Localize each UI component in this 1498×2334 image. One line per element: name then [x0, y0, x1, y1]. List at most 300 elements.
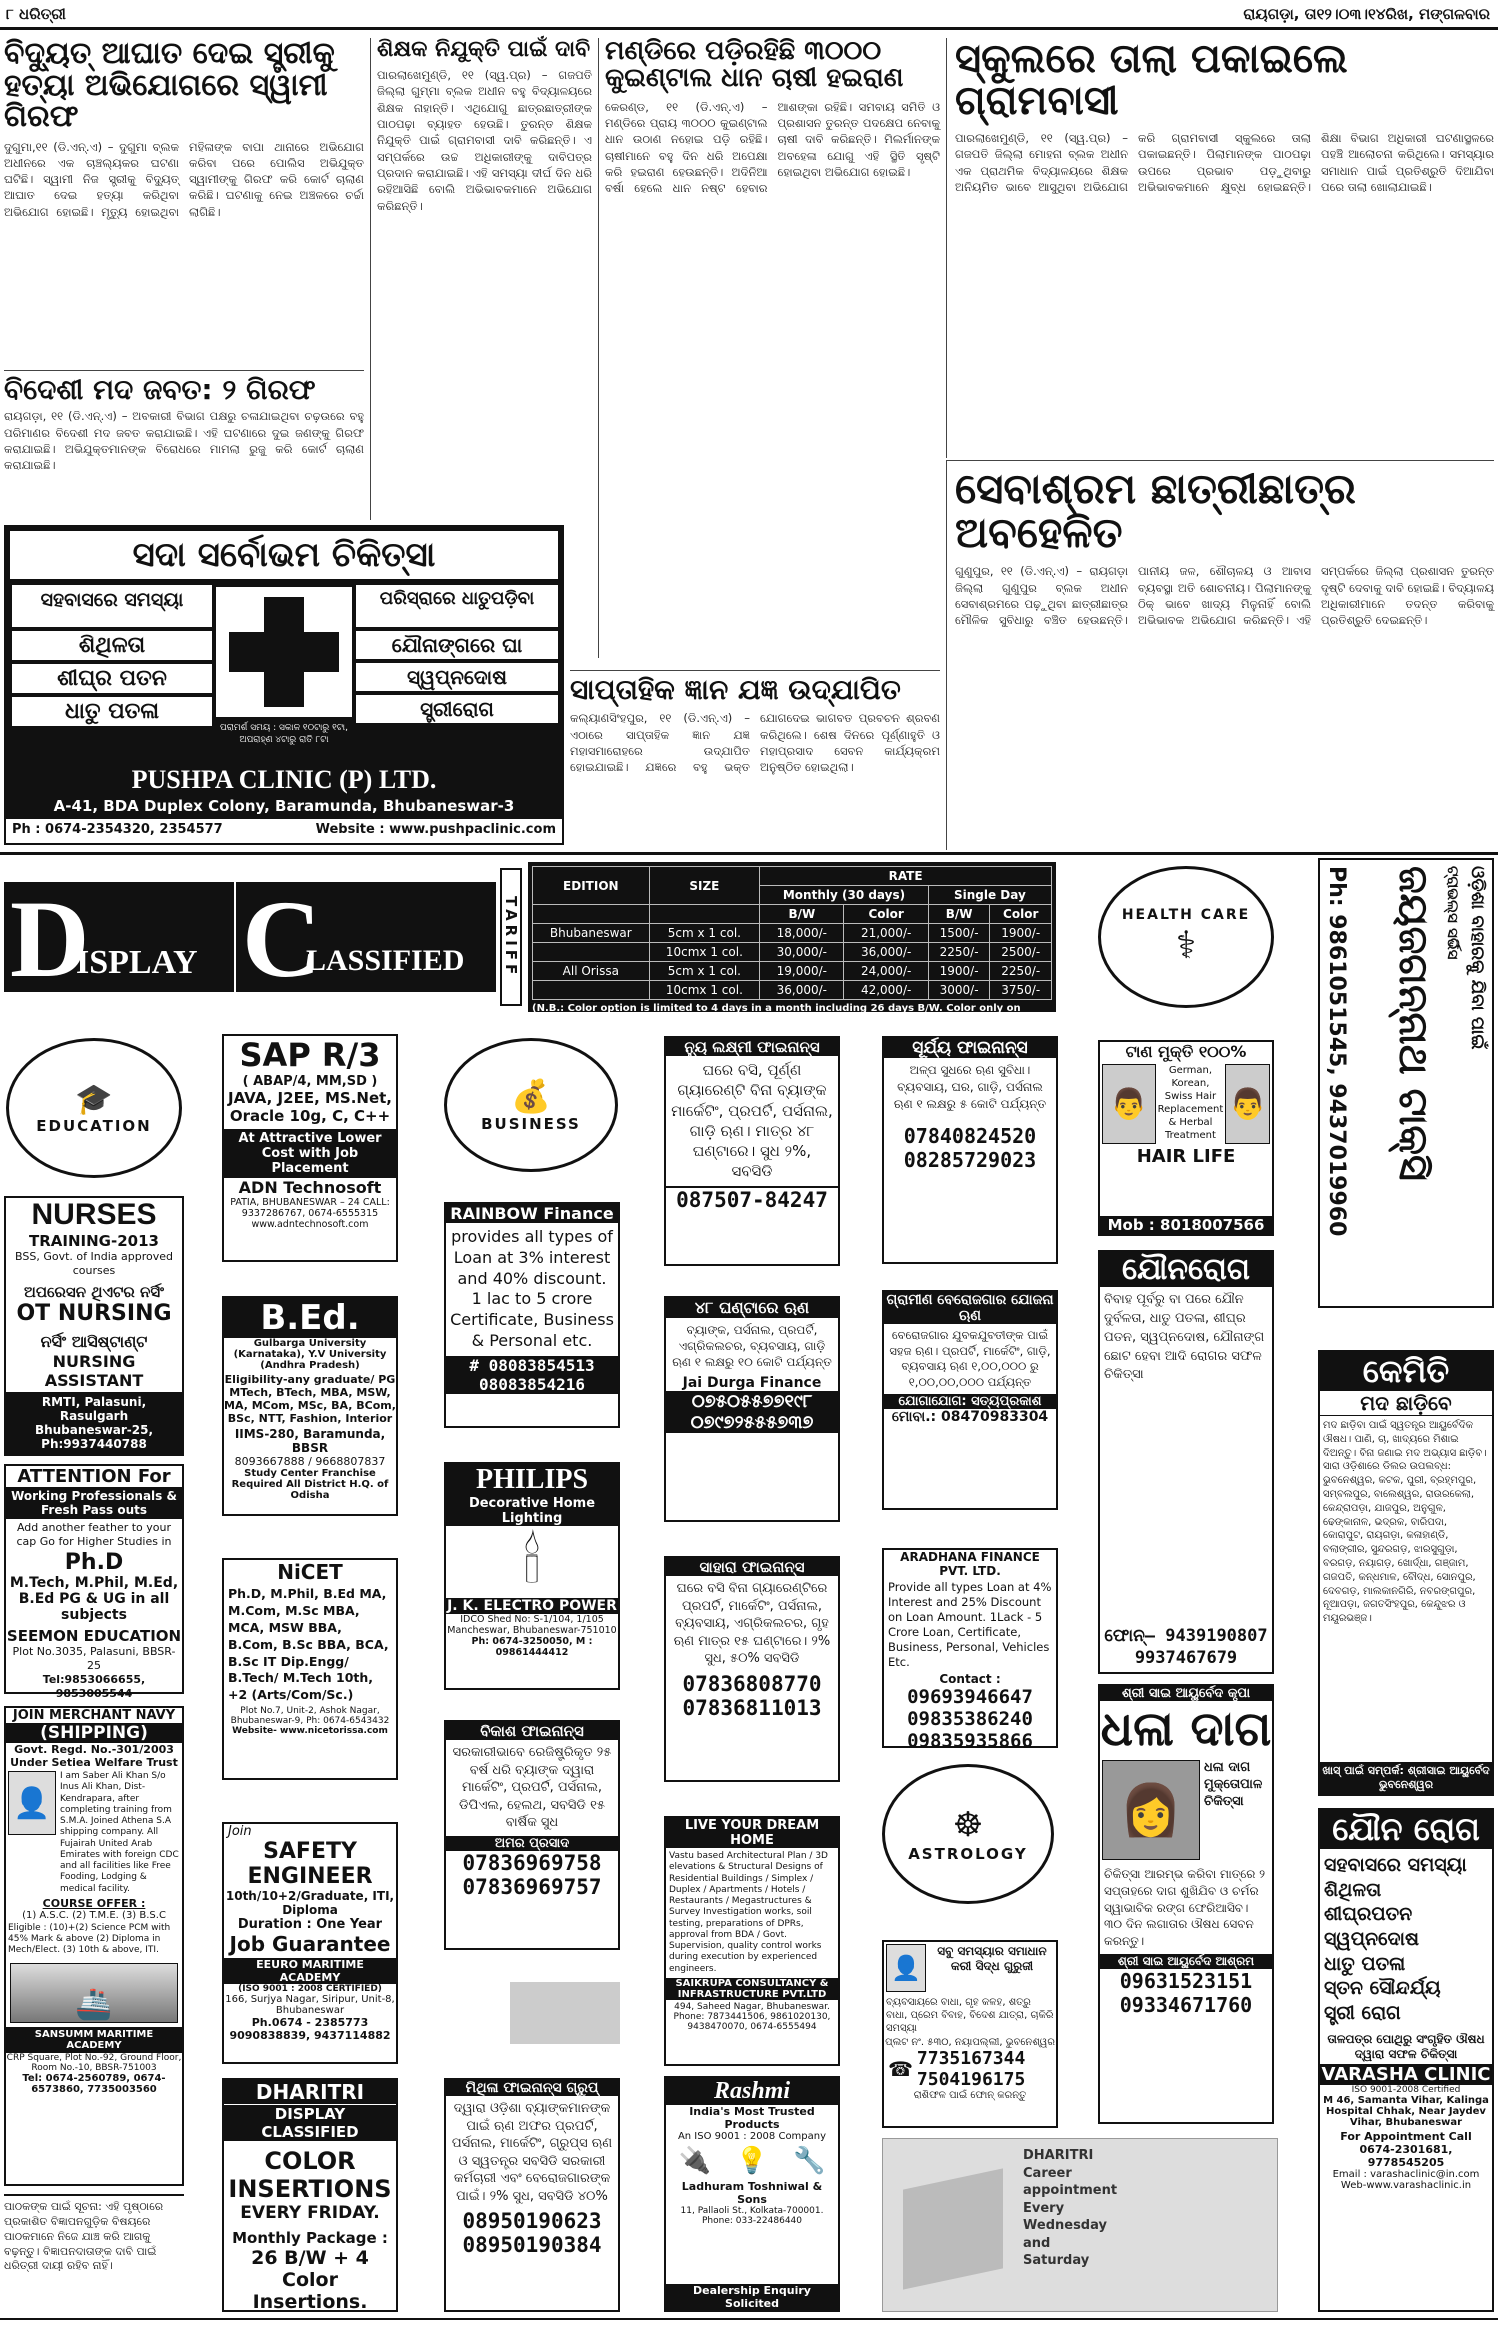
- ad-t3: appointment: [1023, 2183, 1118, 2199]
- ad-body: ଚିକିତ୍ସା ଆରମ୍ଭ କରିବା ମାତ୍ରେ ୨ ସପ୍ତାହରେ ଦାଗ ଶୁଖିଯିବ ଓ ଚର୍ମର ସ୍ୱାଭାବିକ ରଙ୍ଗ ଫେରିଆସିବ। ୩୦ ଦିନ ଲଗାତାର ଔଷଧ ସେବନ କରନ୍ତୁ।: [1104, 1867, 1266, 1949]
- person-photo-icon: 👤: [8, 1771, 56, 1835]
- tariff-grid: [532, 866, 1052, 1000]
- table-subheader: Single Day: [928, 886, 1051, 905]
- tariff-table: [528, 862, 1056, 1025]
- article-body: ପାରଲାଖେମୁଣ୍ଡି, ୧୧ (ସ୍ୱ.ପ୍ର) – ଗଜପତି ଜିଲ୍ଲା ଗୁମ୍ମା ବ୍ଲକ ଅଧୀନ ବହୁ ବିଦ୍ୟାଳୟରେ ଶିକ୍ଷକ ନାହାନ୍ତି। ଏଥିଯୋଗୁ ଛାତ୍ରଛାତ୍ରୀଙ୍କ ପାଠପଢ଼ା ବ୍ୟାହତ ହେଉଛି। ତୁରନ୍ତ ଶିକ୍ଷକ ନିଯୁକ୍ତି ପାଇଁ ଗ୍ରାମବାସୀ ଦାବି କରିଛନ୍ତି। ଏ ସମ୍ପର୍କରେ ଉଚ୍ଚ ଅଧିକାରୀଙ୍କୁ ଦାବିପତ୍ର ପ୍ରଦାନ କରାଯାଇଛି। ଏହି ସମସ୍ୟା ଦୀର୍ଘ ଦିନ ଧରି ରହିଆସିଛି ବୋଲି ଅଭିଭାବକମାନେ ଅଭିଯୋଗ କରିଛନ୍ତି।: [377, 68, 592, 213]
- article-gyan-yagna: [570, 670, 940, 850]
- ad-foot: ଖାସ୍ ପାଇଁ ସମ୍ପର୍କ: ଶ୍ରୀସାଇ ଆୟୁର୍ବେଦ ଭୁବନେଶ୍ୱର: [1320, 1762, 1492, 1794]
- ad-title: ARADHANA FINANCE PVT. LTD.: [900, 1550, 1040, 1578]
- ad-big: ଧଳା ଦାଗ: [1100, 1701, 1272, 1757]
- table-cell: 2500/-: [990, 943, 1052, 962]
- page-footer: [0, 2318, 1498, 2334]
- bikash-finance-ad: [444, 1720, 620, 1950]
- seemon-education-ad: [4, 1464, 184, 1701]
- ad-title: ଶ୍ରୀ ସାଇ ଆୟୁର୍ବେଦ କୃପା: [1100, 1686, 1272, 1701]
- ad-addr: CRP Square, Plot No.-92, Ground Floor, Room No.-10, BBSR-751003: [6, 2052, 182, 2073]
- wire-fitting-icon: 🔧: [793, 2146, 826, 2176]
- list-item: ଶୀଘ୍ରପତନ: [1324, 1903, 1413, 1926]
- table-col: Color: [990, 905, 1052, 924]
- list-item: ସ୍ୱପ୍ନଦୋଷ: [356, 663, 558, 691]
- table-cell: 19,000/-: [760, 962, 844, 981]
- ad-name: J. K. ELECTRO POWER: [447, 1598, 617, 1614]
- ad-phone: 07836969757: [462, 1874, 602, 1899]
- ad-name: Ladhuram Toshniwal & Sons: [681, 2180, 823, 2206]
- table-cell: 1900/-: [990, 924, 1052, 943]
- ad-lines: Gulbarga University (Karnataka), Y.V University (Andhra Pradesh): [233, 1338, 387, 1371]
- ad-name: ଅମର ପ୍ରସାଦ: [446, 1836, 618, 1851]
- surya-finance-ad: [882, 1036, 1058, 1264]
- clinic-address: A-41, BDA Duplex Colony, Baramunda, Bhubaneswar-3: [53, 797, 515, 815]
- table-cell: [533, 943, 650, 962]
- table-subheader: Monthly (30 days): [760, 886, 929, 905]
- ad-course: COURSE OFFER :: [42, 1896, 146, 1910]
- ad-phone: 07840824520: [903, 1124, 1037, 1149]
- list-item: ସ୍ତ୍ରୀ ରୋଗ: [1324, 2002, 1401, 2025]
- dharitri-classified-ad: [222, 2078, 398, 2312]
- table-cell: 3750/-: [990, 981, 1052, 1000]
- ad-elig: 10th/10+2/Graduate, ITI, Diploma: [225, 1889, 395, 1917]
- ad-brand: PHILIPS: [446, 1464, 618, 1496]
- saikrupa-consultancy-ad: [664, 1816, 840, 2066]
- ad-lines: JAVA, J2EE, MS.Net, Oracle 10g, C, C++: [227, 1089, 393, 1125]
- list-item: ଧାତୁ ପତଳା: [12, 697, 212, 726]
- ad-eligibility: Eligible : (10)+(2) Science PCM with 45% Mark & above (2) Diploma in Mech/Elect. (3) 10th & above, ITI.: [8, 1922, 171, 1956]
- ad-phd: Ph.D: [64, 1549, 124, 1575]
- right-list: [356, 585, 558, 723]
- ad-title: RAINBOW Finance: [446, 1204, 618, 1223]
- ad-name: EEURO MARITIME ACADEMY: [224, 1958, 396, 1984]
- ad-body: ଘରେ ବସି ବିନା ଗ୍ୟାରେଣ୍ଟିରେ ପ୍ରପର୍ଟି, ମାର୍କେଟିଂ, ପର୍ସନାଲ, ବ୍ୟବସାୟ, ଏଗ୍ରିକଲଚର, ଗୃହ ଋଣ ମାତ୍ର ୧୫ ଘଣ୍ଟାରେ। ୨% ସୁଧ, ୫୦% ସବସିଡି: [673, 1581, 831, 1667]
- article-title: ମଣ୍ଡିରେ ପଡ଼ିରହିଛି ୩୦୦୦ କୁଇଣ୍ଟାଲ ଧାନ ଚାଷୀ ହଇରାଣ: [605, 36, 904, 94]
- ad-phone: 08083854216: [446, 1375, 618, 1394]
- table-cell: 24,000/-: [844, 962, 928, 981]
- ad-t4: EVERY FRIDAY.: [240, 2203, 380, 2223]
- siddha-guruji-ad: [882, 1940, 1058, 2128]
- dateline: ରାୟଗଡ଼ା, ତା୧୨।୦୩।୧୪ରିଖ, ମଙ୍ଗଳବାର: [1243, 5, 1490, 23]
- page-header: [0, 0, 1498, 30]
- ad-phone: 08950190623: [462, 2209, 602, 2234]
- list-item: ପରିସ୍ରାରେ ଧାତୁପଡ଼ିବା: [356, 585, 558, 627]
- list-item: ଯୌନାଙ୍ଗରେ ଘା: [356, 631, 558, 659]
- ad-title: NURSES: [31, 1198, 157, 1231]
- ad-name: SEEMON EDUCATION: [6, 1626, 182, 1645]
- ad-title: ମିଥିଳା ଫାଇନାନ୍ସ ଗ୍ରୁପ୍: [446, 2080, 618, 2096]
- ad-courses: MTech, BTech, MBA, MSW, MA, MCom, MSc, BA, BCom, BSc, NTT, Fashion, Interior: [224, 1386, 396, 1425]
- ad-t2: Career: [1023, 2165, 1072, 2181]
- ad-phone: 9937467679: [1134, 1648, 1238, 1668]
- article-title: ବିଦେଶୀ ମଦ ଜବତ: ୨ ଗିରଫ: [4, 373, 316, 406]
- clinic-website: Website : www.pushpaclinic.com: [315, 822, 556, 837]
- ad-t5: Wednesday: [1023, 2218, 1107, 2234]
- table-cell: 21,000/-: [844, 924, 928, 943]
- tariff-note: (N.B.: Color option is limited to 4 days in a month including 26 days B/W. Color only on Friday): [532, 1003, 1021, 1025]
- electric-board-icon: 🔌: [678, 2146, 711, 2176]
- ad-iso: ISO 9001-2008 Certified: [1351, 2084, 1461, 2095]
- before-photo-icon: 👨: [1102, 1064, 1156, 1144]
- table-row: [533, 943, 1052, 962]
- ad-title: ନ୍ୟୁ ଲକ୍ଷ୍ମୀ ଫାଇନାନ୍ସ: [666, 1038, 838, 1056]
- ad-contact: Contact :: [939, 1671, 1001, 1686]
- list-item: ସ୍ୱପ୍ନଦୋଷ: [1324, 1928, 1419, 1951]
- taxi-ad: [1318, 858, 1494, 1308]
- guruji-photo-icon: 👤: [886, 1944, 926, 1992]
- ad-sub: (SHIPPING): [6, 1723, 182, 1743]
- table-cell: 5cm x 1 col.: [649, 924, 760, 943]
- ad-items: ବ୍ୟବସାୟରେ ବାଧା, ଗୃହ କଳହ, ଶତ୍ରୁ ବାଧା, ପ୍ରେମ ବିବାହ, ବିଦେଶ ଯାତ୍ରା, ଚାକିରି ସମସ୍ୟା: [886, 1997, 1054, 2034]
- ad-phone: ମୋବା.: 08470983304: [891, 1409, 1049, 1426]
- education-logo: [6, 1038, 186, 1188]
- varasha-clinic-ad: [1318, 1808, 1494, 2312]
- ad-body: ଅଳ୍ପ ସୁଧରେ ଋଣ ସୁବିଧା। ବ୍ୟବସାୟ, ଘର, ଗାଡ଼ି, ପର୍ସନାଲ ଋଣ ୧ ଲକ୍ଷରୁ ୫ କୋଟି ପର୍ଯ୍ୟନ୍ତ: [893, 1063, 1047, 1111]
- ad-phone: 7735167344: [916, 2048, 1026, 2069]
- ad-phone: 08950190384: [462, 2233, 602, 2258]
- ad-name: SANSUMM MARITIME ACADEMY: [6, 2027, 182, 2053]
- ad-title: ଟାଣ ମୁକ୍ତି ୧୦୦%: [1125, 1042, 1247, 1061]
- table-cell: 36,000/-: [760, 981, 844, 1000]
- symptom-list: [1320, 1849, 1492, 2030]
- clinic-phone: Ph : 0674-2354320, 2354577: [12, 822, 223, 837]
- table-cell: 42,000/-: [844, 981, 928, 1000]
- ad-title: ୪୮ ଘଣ୍ଟାରେ ଋଣ: [666, 1298, 838, 1318]
- rainbow-finance-ad: [444, 1202, 620, 1428]
- white-spot-ad: [1098, 1684, 1274, 2124]
- taxi-phone: Ph: 9861051545, 9437019960: [1324, 866, 1349, 1237]
- article-body: କଲ୍ୟାଣସିଂହପୁର, ୧୧ (ଡି.ଏନ୍.ଏ) – ଏଠାରେ ସାପ୍ତାହିକ ଜ୍ଞାନ ଯଜ୍ଞ ମହାସମାରୋହରେ ଉଦ୍ଯାପିତ ହୋଇଯାଇଛି। ଯଜ୍ଞରେ ବହୁ ଭକ୍ତ ଯୋଗଦେଇ ଭାଗବତ ପ୍ରବଚନ ଶ୍ରବଣ କରିଥିଲେ। ଶେଷ ଦିନରେ ପୂର୍ଣ୍ଣାହୁତି ଓ ମହାପ୍ରସାଦ ସେବନ କାର୍ଯ୍ୟକ୍ରମ ଅନୁଷ୍ଠିତ ହୋଇଥିଲା।: [570, 711, 940, 775]
- ad-phone: ୦୭୯୭୨୫୫୫୭୩୭: [666, 1412, 838, 1433]
- ad-duration: Duration : One Year: [237, 1917, 383, 1932]
- ad-name: ଯୋଗାଯୋଗ: ସତ୍ୟପ୍ରକାଶ: [884, 1394, 1056, 1409]
- aradhana-finance-ad: [882, 1548, 1058, 1752]
- ad-foot: PATIA, BHUBANESWAR – 24 CALL: 9337286767, 0674-6555315 www.adntechnosoft.com: [230, 1197, 390, 1230]
- health-care-logo: [1098, 866, 1282, 1016]
- article-body: ଗୁଣୁପୁର, ୧୧ (ଡି.ଏନ୍.ଏ) – ରାୟଗଡ଼ା ଜିଲ୍ଲା ଗୁଣୁପୁର ବ୍ଲକ ଅଧୀନ ସେବାଶ୍ରମରେ ପଢ଼ୁଥିବା ଛାତ୍ରୀଛାତ୍ର ମୌଳିକ ସୁବିଧାରୁ ବଞ୍ଚିତ ହେଉଛନ୍ତି। ପାନୀୟ ଜଳ, ଶୌଚାଳୟ ଓ ଆବାସ ବ୍ୟବସ୍ଥା ଅତି ଶୋଚନୀୟ। ପିଲାମାନଙ୍କୁ ଠିକ୍ ଭାବେ ଖାଦ୍ୟ ମିଳୁନାହିଁ ବୋଲି ଅଭିଭାବକ ଅଭିଯୋଗ କରିଛନ୍ତି। ଏହି ସମ୍ପର୍କରେ ଜିଲ୍ଲା ପ୍ରଶାସନ ତୁରନ୍ତ ଦୃଷ୍ଟି ଦେବାକୁ ଦାବି ହୋଇଛି। ବିଦ୍ୟାଳୟ ଅଧିକାରୀମାନେ ତଦନ୍ତ କରିବାକୁ ପ୍ରତିଶ୍ରୁତି ଦେଇଛନ୍ତି।: [955, 564, 1494, 628]
- ad-title: SAFETY ENGINEER: [247, 1839, 373, 1889]
- list-item: ଶିଥିଳତା: [12, 631, 212, 660]
- medical-cross-icon: [216, 587, 352, 717]
- article-body: ପାରଲାଖେମୁଣ୍ଡି, ୧୧ (ସ୍ୱ.ପ୍ର) – ଗଜପତି ଜିଲ୍ଲା ମୋହନା ବ୍ଲକ ଅଧୀନ ଏକ ପ୍ରାଥମିକ ବିଦ୍ୟାଳୟରେ ଶିକ୍ଷକ ଅନିୟମିତ ଭାବେ ଆସୁଥିବା ଅଭିଯୋଗ କରି ଗ୍ରାମବାସୀ ସ୍କୁଲରେ ତାଲା ପକାଇଛନ୍ତି। ପିଲାମାନଙ୍କ ପାଠପଢ଼ା ଉପରେ ପ୍ରଭାବ ପଡ଼ୁଥିବାରୁ ଅଭିଭାବକମାନେ କ୍ଷୁବ୍ଧ ହୋଇଛନ୍ତି। ଶିକ୍ଷା ବିଭାଗ ଅଧିକାରୀ ଘଟଣାସ୍ଥଳରେ ପହଞ୍ଚି ଆଲୋଚନା କରିଥିଲେ। ସମସ୍ୟାର ସମାଧାନ ପାଇଁ ପ୍ରତିଶ୍ରୁତି ଦିଆଯିବା ପରେ ତାଲା ଖୋଲାଯାଇଛି।: [955, 131, 1494, 194]
- article-sevashram: [946, 460, 1494, 850]
- table-col: B/W: [928, 905, 990, 924]
- ad-addr: 166, Surjya Nagar, Siripur, Unit-8, Bhubaneswar: [225, 1994, 395, 2016]
- ad-phone: 0674-2301681, 9778545205: [1359, 2142, 1453, 2169]
- list-item: ଶିଥିଳତା: [1324, 1878, 1382, 1901]
- ad-title: ଯୌନରୋଗ: [1100, 1252, 1272, 1287]
- mithila-finance-ad: [444, 2078, 620, 2312]
- ad-phone: 09631523151: [1119, 1968, 1253, 1993]
- section-divider: [0, 852, 1498, 855]
- table-cell: 1500/-: [928, 924, 990, 943]
- ad-web: Web-www.varashaclinic.in: [1340, 2179, 1472, 2191]
- yaunarog-ad: [1098, 1250, 1274, 1674]
- nurses-training-ad: [4, 1196, 184, 1456]
- career-appointment-ad: [882, 2138, 1278, 2312]
- ad-t1: DHARITRI: [224, 2080, 396, 2104]
- ad-body: ମଦ ଛାଡ଼ିବା ପାଇଁ ସ୍ୱତନ୍ତ୍ର ଆୟୁର୍ବେଦିକ ଔଷଧ। ପାଣି, ଚା, ଖାଦ୍ୟରେ ମିଶାଇ ଦିଅନ୍ତୁ। ବିନା ଜଣାଇ ମଦ ଅଭ୍ୟାସ ଛାଡ଼ିବ। ସାରା ଓଡ଼ିଶାରେ ଡିଲର ଉପଲବ୍ଧ: ଭୁବନେଶ୍ୱର, କଟକ, ପୁରୀ, ବ୍ରହ୍ମପୁର, ସମ୍ବଲପୁର, ବାଲେଶ୍ୱର, ରାଉରକେଲା, କେନ୍ଦ୍ରାପଡ଼ା, ଯାଜପୁର, ଅନୁଗୁଳ, ଢେଙ୍କାନାଳ, ଭଦ୍ରକ, ବାରିପଦା, କୋରାପୁଟ, ରାୟଗଡ଼ା, କଳାହାଣ୍ଡି, ବଲାଙ୍ଗୀର, ସୁନ୍ଦରଗଡ଼, ଝାରସୁଗୁଡ଼ା, ବରଗଡ଼, ନୟାଗଡ଼, ଖୋର୍ଦ୍ଧା, ଗଞ୍ଜାମ, ଗଜପତି, କନ୍ଧମାଳ, ବୌଦ୍ଧ, ସୋନପୁର, ଦେବଗଡ଼, ମାଲକାନଗିରି, ନବରଙ୍ଗପୁର, ନୂଆପଡ଼ା, ଜଗତସିଂହପୁର, କେନ୍ଦୁଝର ଓ ମୟୂରଭଞ୍ଜ।: [1323, 1420, 1487, 1625]
- ad-t5: Monthly Package :: [232, 2229, 388, 2247]
- safety-engineer-ad: [222, 1822, 398, 2064]
- ad-phone: Tel: 0674-2560789, 0674-6573860, 7735003560: [22, 2072, 166, 2095]
- ad-course: ନର୍ସିଂ ଆସିଷ୍ଟାଣ୍ଟ: [40, 1331, 148, 1351]
- ad-call: For Appointment Call: [1340, 2129, 1472, 2143]
- astrology-symbol-icon: ☸: [952, 1805, 984, 1845]
- reader-notice: [4, 2194, 184, 2312]
- ad-phone: 07836808770: [682, 1671, 822, 1696]
- ad-sub: German, Korean, Swiss Hair Replacement & Herbal Treatment: [1157, 1065, 1224, 1141]
- phone-icon: ☎: [888, 2057, 913, 2081]
- ad-title: ବିକାଶ ଫାଇନାନ୍ସ: [446, 1722, 618, 1740]
- ad-title: JOIN MERCHANT NAVY: [12, 1708, 176, 1723]
- ad-addr: ପ୍ଲଟ ନଂ. ୫୩୦, ନୟାପଲ୍ଲୀ, ଭୁବନେଶ୍ୱର: [885, 2037, 1055, 2048]
- ad-body: I am Saber Ali Khan S/o Inus Ali Khan, Dist-Kendrapara, after completing training from S.M.A. Joined Athena S.A shipping company. All Fujairah United Arab Emirates with foreign CDC and all facilities like Free Fooding, Lodging & medical facility.: [60, 1771, 179, 1894]
- ad-body: ବ୍ୟାଙ୍କ, ପର୍ସନାଲ, ପ୍ରପର୍ଟି, ଏଗ୍ରିକଲଚର, ବ୍ୟବସାୟ, ଗାଡ଼ି ଋଣ ୧ ଲକ୍ଷରୁ ୧୦ କୋଟି ପର୍ଯ୍ୟନ୍ତ: [672, 1323, 832, 1370]
- ad-mid: Add another feather to your cap Go for Higher Studies in: [16, 1521, 172, 1549]
- ad-body: ଘରେ ବସି, ପୂର୍ଣ୍ଣ ଗ୍ୟାରେଣ୍ଟି ବିନା ବ୍ୟାଙ୍କ ମାର୍କେଟିଂ, ପ୍ରପର୍ଟି, ପର୍ସନାଲ, ଗାଡ଼ି ଋଣ। ମାତ୍ର ୪୮ ଘଣ୍ଟାରେ। ସୁଧ ୨%, ସବସିଡି: [671, 1061, 833, 1181]
- ad-title: ଯୌନ ରୋଗ: [1320, 1810, 1492, 1849]
- gray-placeholder: [510, 1982, 620, 2044]
- table-cell: 3000/-: [928, 981, 990, 1000]
- ad-addr: IDCO Shed No: S-1/104, 1/105 Mancheswar, Bhubaneswar-751010: [447, 1614, 617, 1636]
- taxi-line: ଟ୍ରାଭଲ୍ସ ସର୍ଭିସ: [1444, 866, 1462, 960]
- health-care-title: HEALTH CARE: [1121, 907, 1251, 923]
- coin-chart-icon: 💰: [511, 1077, 551, 1115]
- ad-phone: 07836969758: [462, 1850, 602, 1875]
- table-cell: Bhubaneswar: [533, 924, 650, 943]
- page-number: ୮ ଧରିତ୍ରୀ: [6, 5, 66, 23]
- list-item: ସ୍ତନ ସୌନ୍ଦର୍ଯ୍ୟ: [1324, 1977, 1441, 2000]
- ad-addr: M 46, Samanta Vihar, Kalinga Hospital Chhak, Near Jaydev Vihar, Bhubaneswar: [1323, 2094, 1489, 2128]
- jai-durga-finance-ad: [664, 1296, 840, 1522]
- ad-phone: 8093667888 / 9668807837: [234, 1455, 386, 1468]
- banner-classified: C LASSIFIED: [236, 882, 496, 992]
- philips-ad: [444, 1462, 620, 1690]
- ad-line: BSS, Govt. of India approved courses: [15, 1250, 173, 1278]
- ad-course: ଅପରେସନ ଥିଏଟର ନର୍ସିଂ: [23, 1282, 164, 1301]
- table-cell: 2250/-: [928, 943, 990, 962]
- table-cell: 18,000/-: [760, 924, 844, 943]
- ad-name: VARASHA CLINIC: [1321, 2063, 1491, 2085]
- ad-lines: M.Tech, M.Phil, M.Ed, B.Ed PG & UG in all subjects: [9, 1574, 179, 1623]
- ad-title: ସବୁ ସମସ୍ୟାର ସମାଧାନ କରୀ ସିଦ୍ଧ ଗୁରୁଜୀ: [937, 1944, 1047, 1973]
- article-body: ଦୁଗୁମା,୧୧ (ଡି.ଏନ୍.ଏ) – ଦୁଗୁମା ବ୍ଲକ ଅଧୀନରେ ଏକ ଚାଞ୍ଚଲ୍ୟକର ଘଟଣା ଘଟିଛି। ସ୍ୱାମୀ ନିଜ ସ୍ତ୍ରୀକୁ ବିଦ୍ୟୁତ୍ ଆଘାତ ଦେଇ ହତ୍ୟା କରିଥିବା ଅଭିଯୋଗ ହୋଇଛି। ମୃତ୍ୟୁ ହୋଇଥିବା ମହିଳାଙ୍କ ବାପା ଥାନାରେ ଅଭିଯୋଗ କରିବା ପରେ ପୋଲିସ ଅଭିଯୁକ୍ତ ସ୍ୱାମୀଙ୍କୁ ଗିରଫ କରି କୋର୍ଟ ଚାଲାଣ କରିଛି। ଘଟଣାକୁ ନେଇ ଅଞ୍ଚଳରେ ଚର୍ଚ୍ଚା ଲାଗିଛି।: [4, 139, 364, 219]
- table-header: SIZE: [649, 867, 760, 905]
- chandelier-icon: 🕯: [523, 1527, 541, 1597]
- list-item: ସହବାସରେ ସମସ୍ୟା: [12, 585, 212, 627]
- merchant-navy-ad: [4, 1706, 184, 2186]
- ad-phone: Ph.0674 - 2385773 9090838839, 9437114882: [229, 2016, 391, 2042]
- ad-phone: 09334671760: [1119, 1992, 1253, 2017]
- newspaper-icon: [903, 2168, 1003, 2289]
- new-laxmi-finance-ad: [664, 1036, 840, 1266]
- business-title: BUSINESS: [481, 1115, 581, 1133]
- graduation-cap-icon: 🎓: [75, 1081, 113, 1117]
- list-item: ଶୀଘ୍ର ପତନ: [12, 664, 212, 693]
- ad-job: Job Guarantee: [229, 1932, 391, 1956]
- ad-body: Provide all types Loan at 4% Interest and 25% Discount on Loan Amount. 1Lack - 5 Crore Loan, Certificate, Business, Personal, Vehicles Etc.: [888, 1580, 1052, 1669]
- ad-addr: Plot No.3035, Palasuni, BBSR-25: [12, 1644, 176, 1672]
- ad-foot: Study Center Franchise Required All District H.Q. of Odisha: [231, 1468, 389, 1501]
- ad-title: ATTENTION For: [17, 1466, 171, 1487]
- ad-course: OT NURSING: [16, 1300, 172, 1326]
- ad-foot: ରାଶିଫଳ ପାଇଁ ଫୋନ୍ କରନ୍ତୁ: [913, 2090, 1027, 2101]
- list-item: ଧାତୁ ପତଳା: [1324, 1952, 1406, 1975]
- ad-course-list: (1) A.S.C. (2) T.M.E. (3) B.S.C: [22, 1909, 166, 1921]
- ad-phone: # 08083854513: [446, 1356, 618, 1375]
- bed-ad: [222, 1296, 398, 1516]
- article-title: ସ୍କୁଲରେ ତାଲା ପକାଇଲେ ଗ୍ରାମବାସୀ: [955, 36, 1348, 124]
- ad-name: ADN Technosoft: [238, 1178, 382, 1197]
- ad-regd: Govt. Regd. No.-301/2003 Under Setiea Welfare Trust: [10, 1743, 178, 1769]
- ad-title: ଗ୍ରାମୀଣ ବେରୋଜଗାର ଯୋଜନା ଋଣ: [884, 1292, 1056, 1324]
- left-list: [12, 585, 212, 726]
- article-title: ଶିକ୍ଷକ ନିଯୁକ୍ତି ପାଇଁ ଦାବି: [377, 37, 591, 62]
- education-title: EDUCATION: [36, 1116, 152, 1135]
- caduceus-icon: ⚕: [1175, 923, 1197, 967]
- ad-name: Jai Durga Finance: [682, 1374, 822, 1391]
- article-teacher-demand: [370, 38, 592, 520]
- table-cell: 36,000/-: [844, 943, 928, 962]
- ad-side: ଧଳା ଦାଗ ମୁକ୍ତୋପାଳ ଚିକିତ୍ସା: [1204, 1760, 1263, 1809]
- clinic-name: PUSHPA CLINIC (P) LTD.: [131, 765, 437, 794]
- ad-title: ସାହାରା ଫାଇନାନ୍ସ: [666, 1558, 838, 1576]
- ad-sub: ତାଳପତ୍ର ପୋଥିରୁ ସଂଗୃହିତ ଔଷଧ ଦ୍ୱାରା ସଫଳ ଚିକିତ୍ସା: [1327, 2031, 1485, 2061]
- ad-t2: DISPLAY CLASSIFIED: [224, 2104, 396, 2141]
- gramin-loan-ad: [882, 1290, 1058, 1510]
- article-title: ସେବାଶ୍ରମ ଛାତ୍ରୀଛାତ୍ର ଅବହେଳିତ: [955, 464, 1356, 558]
- article-school-locked: [946, 38, 1494, 458]
- display-classified-banner: [4, 862, 524, 1012]
- article-body: ରାୟଗଡ଼ା, ୧୧ (ଡି.ଏନ୍.ଏ) – ଅବକାରୀ ବିଭାଗ ପକ୍ଷରୁ ଚଳାଯାଇଥିବା ଚଢ଼ଉରେ ବହୁ ପରିମାଣର ବିଦେଶୀ ମଦ ଜବତ କରାଯାଇଛି। ଏହି ଘଟଣାରେ ଦୁଇ ଜଣଙ୍କୁ ଗିରଫ କରାଯାଇଛି। ଅଭିଯୁକ୍ତମାନଙ୍କ ବିରୋଧରେ ମାମଲା ରୁଜୁ କରି କୋର୍ଟ ଚାଲାଣ କରାଯାଇଛି।: [4, 409, 364, 473]
- pushpa-clinic-ad: [4, 525, 564, 845]
- ad-phone: ୦୭୫୦୫୫୭୭୧୯୮: [666, 1391, 838, 1412]
- ad-phone: 09835935866: [907, 1729, 1033, 1752]
- ad-sub: India's Most Trusted Products: [689, 2105, 815, 2131]
- ad-name: RMTI, Palasuni, Rasulgarh: [41, 1395, 147, 1423]
- table-cell: 10cmx 1 col.: [649, 981, 760, 1000]
- ad-body: ବିବାହ ପୂର୍ବରୁ ବା ପରେ ଯୌନ ଦୁର୍ବଳତା, ଧାତୁ ପତଳା, ଶୀଘ୍ର ପତନ, ସ୍ୱପ୍ନଦୋଷ, ଯୌନାଙ୍ଗ ଛୋଟ ହେବା ଆଦି ରୋଗର ସଫଳ ଚିକିତ୍ସା: [1104, 1292, 1265, 1383]
- table-cell: [533, 981, 650, 1000]
- ad-join: Join: [228, 1824, 252, 1839]
- ad-addr: 494, Saheed Nagar, Bhubaneswar. Phone: 7873441506, 9861020130, 9438470070, 0674-6555494: [673, 2001, 831, 2032]
- taxi-line: ଓଡ଼ିଶା ବାହାରକୁ ଯିବା ପାଇଁ: [1467, 866, 1488, 1050]
- table-col: Color: [844, 905, 928, 924]
- ad-t6: and: [1023, 2235, 1051, 2251]
- ad-elig: Eligibility-any graduate/ PG: [224, 1373, 396, 1386]
- banner-display: D ISPLAY: [4, 882, 234, 992]
- ad-title: SAP R/3: [239, 1036, 381, 1074]
- consult-hours: ପରାମର୍ଶ ସମୟ : ସକାଳ ୧୦ଟାରୁ ୧ଟା, ଅପରାହ୍ଣ ୪ଟାରୁ ରାତି ୮ଟା: [220, 723, 348, 745]
- ad-name: HAIR LIFE: [1136, 1146, 1236, 1167]
- table-row: [533, 924, 1052, 943]
- ad-body: ସରକାରୀଭାବେ ରେଜିଷ୍ଟ୍ରିକୃତ ୨୫ ବର୍ଷ ଧରି ବ୍ୟାଙ୍କ ଦ୍ୱାରା ମାର୍କେଟିଂ, ପ୍ରପର୍ଟି, ପର୍ସନାଲ, ଡିପିଏଲ, ହେଲଥ, ସବସିଡି ୧୫ ବାର୍ଷିକ ସୁଧ: [452, 1745, 612, 1831]
- taxi-name: ଜୟଜଗନ୍ନାଥ ଟାକ୍ସି: [1390, 866, 1436, 1182]
- ad-title: LIVE YOUR DREAM HOME: [666, 1818, 838, 1848]
- article-paddy-mandi: [598, 38, 940, 658]
- light-switch-icon: 💡: [735, 2146, 769, 2176]
- ad-body: provides all types of Loan at 3% interest and 40% discount. 1 lac to 5 crore Certificate, Business & Personal etc.: [450, 1227, 614, 1350]
- table-cell: 30,000/-: [760, 943, 844, 962]
- ad-name: SAIKRUPA CONSULTANCY & INFRASTRUCTURE PVT.LTD: [666, 1978, 838, 2000]
- rashmi-ad: [664, 2076, 840, 2312]
- hair-life-ad: [1098, 1040, 1274, 1236]
- product-icons: [666, 2146, 838, 2176]
- ad-title: B.Ed.: [224, 1298, 396, 1338]
- sahara-finance-ad: [664, 1556, 840, 1782]
- ad-phone: 09835386240: [907, 1707, 1033, 1730]
- ad-phone: Tel:9853066655, 9853005544: [42, 1673, 146, 1701]
- ad-title: ସଦା ସର୍ବୋଭମ ଚିକିତ୍ସା: [10, 531, 558, 579]
- clinic-contact: [6, 819, 562, 843]
- nicet-ad: [222, 1558, 398, 1780]
- ad-phone: ଫୋନ୍– 9439190807: [1104, 1626, 1268, 1646]
- article-title: ସାପ୍ତାହିକ ଜ୍ଞାନ ଯଜ୍ଞ ଉଦ୍ଯାପିତ: [570, 673, 901, 706]
- table-cell: 2250/-: [990, 962, 1052, 981]
- table-row: [533, 981, 1052, 1000]
- article-title: ବିଦ୍ୟୁତ୍ ଆଘାତ ଦେଇ ସ୍ତ୍ରୀକୁ ହତ୍ୟା ଅଭିଯୋଗରେ ସ୍ୱାମୀ ଗିରଫ: [4, 36, 335, 134]
- ad-sub: Working Professionals & Fresh Pass outs: [6, 1487, 182, 1519]
- table-cell: All Orissa: [533, 962, 650, 981]
- ad-sub: Decorative Home Lighting: [446, 1496, 618, 1526]
- after-photo-icon: 👨: [1225, 1064, 1270, 1144]
- ad-name: IIMS-280, Baramunda, BBSR: [234, 1427, 386, 1455]
- ad-web: Website- www.nicetorissa.com: [232, 1726, 388, 1737]
- ad-sub: ( ABAP/4, MM,SD ): [242, 1074, 378, 1089]
- list-item: ସ୍ତ୍ରୀରୋଗ: [356, 695, 558, 723]
- ship-icon: 🚢: [10, 1963, 178, 2023]
- sap-ad: [222, 1034, 398, 1262]
- ad-t7: Saturday: [1023, 2253, 1090, 2269]
- notice-body: ପାଠକଙ୍କ ପାଇଁ ସୂଚନା: ଏହି ପୃଷ୍ଠାରେ ପ୍ରକାଶିତ ବିଜ୍ଞାପନଗୁଡ଼ିକ ବିଷୟରେ ପାଠକମାନେ ନିଜେ ଯାଞ୍ଚ କରି ଆଗକୁ ବଢ଼ନ୍ତୁ। ବିଜ୍ଞାପନଦାତାଙ୍କ ଦାବି ପାଇଁ ଧରିତ୍ରୀ ଦାୟୀ ରହିବ ନାହିଁ।: [4, 2200, 164, 2273]
- ad-phone: 08285729023: [903, 1148, 1037, 1173]
- tariff-label: TARIFF: [500, 868, 522, 1006]
- ad-title: Rashmi: [666, 2078, 838, 2105]
- ad-course: NURSING ASSISTANT: [44, 1351, 144, 1390]
- astrology-title: ASTROLOGY: [908, 1845, 1028, 1863]
- ad-phone: Mob : 8018007566: [1100, 1216, 1272, 1234]
- ad-year: TRAINING-2013: [29, 1232, 159, 1250]
- astrology-logo: [882, 1764, 1058, 1914]
- ad-email: Email : varashaclinic@in.com: [1332, 2168, 1480, 2180]
- table-cell: 10cmx 1 col.: [649, 943, 760, 962]
- ad-phone: 09693946647: [907, 1685, 1033, 1708]
- article-liquor-seized: [4, 370, 364, 520]
- business-logo: [444, 1038, 620, 1178]
- ad-body: Ph.D, M.Phil, B.Ed MA, M.Com, M.Sc MBA, MCA, MSW BBA, B.Com, B.Sc BBA, BCA, B.Sc IT Dip.Engg/ B.Tech/ M.Tech 10th, +2 (Arts/Com/Sc.): [228, 1586, 389, 1703]
- ad-addr: 11, Pallaoli St., Kolkata-700001. Phone: 033-22486440: [680, 2206, 824, 2226]
- ad-phone: Bhubaneswar-25, Ph:9937440788: [34, 1423, 154, 1451]
- ad-addr: Plot No.7, Unit-2, Ashok Nagar, Bhubaneswar-9, Ph: 0674-6543432: [230, 1706, 390, 1727]
- ad-title: NiCET: [277, 1560, 343, 1584]
- ad-body: ବେରୋଜଗାର ଯୁବକଯୁବତୀଙ୍କ ପାଇଁ ସହଜ ଋଣ। ପ୍ରପର୍ଟି, ମାର୍କେଟିଂ, ଗାଡ଼ି, ବ୍ୟବସାୟ ଋଣ ୧,୦୦,୦୦୦ ରୁ ୧,୦୦,୦୦,୦୦୦ ପର୍ଯ୍ୟନ୍ତ: [889, 1328, 1051, 1389]
- article-wife-murder: [4, 38, 364, 368]
- ad-t6: 26 B/W + 4 Color Insertions.: [251, 2247, 369, 2313]
- list-item: ସହବାସରେ ସମସ୍ୟା: [1324, 1854, 1467, 1876]
- ad-t1: DHARITRI: [1023, 2148, 1094, 2163]
- table-header: RATE: [760, 867, 1052, 886]
- ad-body: ଦ୍ୱାରା ଓଡ଼ିଶା ବ୍ୟାଙ୍କମାନଙ୍କ ପାଇଁ ଋଣ ଅଫର ପ୍ରପର୍ଟି, ପର୍ସନାଲ, ମାର୍କେଟିଂ, ଗ୍ରୁପ୍ସ ଋଣ ଓ ସ୍ୱତନ୍ତ୍ର ସବସିଡି ସରକାରୀ କର୍ମଚାରୀ ଏବଂ ବେରୋଜଗାରଙ୍କ ପାଇଁ। ୨% ସୁଧ, ସବସିଡି ୪୦%: [451, 2101, 613, 2204]
- ad-phone: 087507-84247: [666, 1186, 838, 1212]
- table-cell: 5cm x 1 col.: [649, 962, 760, 981]
- ad-phone: Ph: 0674-3250050, M : 09861444412: [471, 1636, 593, 1658]
- ad-sub: ମଦ ଛାଡ଼ିବେ: [1320, 1391, 1492, 1416]
- quit-liquor-ad: [1318, 1350, 1494, 1796]
- ad-mid: At Attractive Lower Cost with Job Placement: [224, 1129, 396, 1178]
- table-cell: 1900/-: [928, 962, 990, 981]
- ad-iso: An ISO 9001 : 2008 Company: [677, 2131, 827, 2142]
- ad-t4: Every: [1023, 2200, 1065, 2216]
- face-photo-icon: 👩: [1102, 1760, 1200, 1860]
- ad-title: ସୂର୍ଯ୍ୟ ଫାଇନାନ୍ସ: [884, 1038, 1056, 1058]
- ad-title: କେମିତି: [1320, 1352, 1492, 1391]
